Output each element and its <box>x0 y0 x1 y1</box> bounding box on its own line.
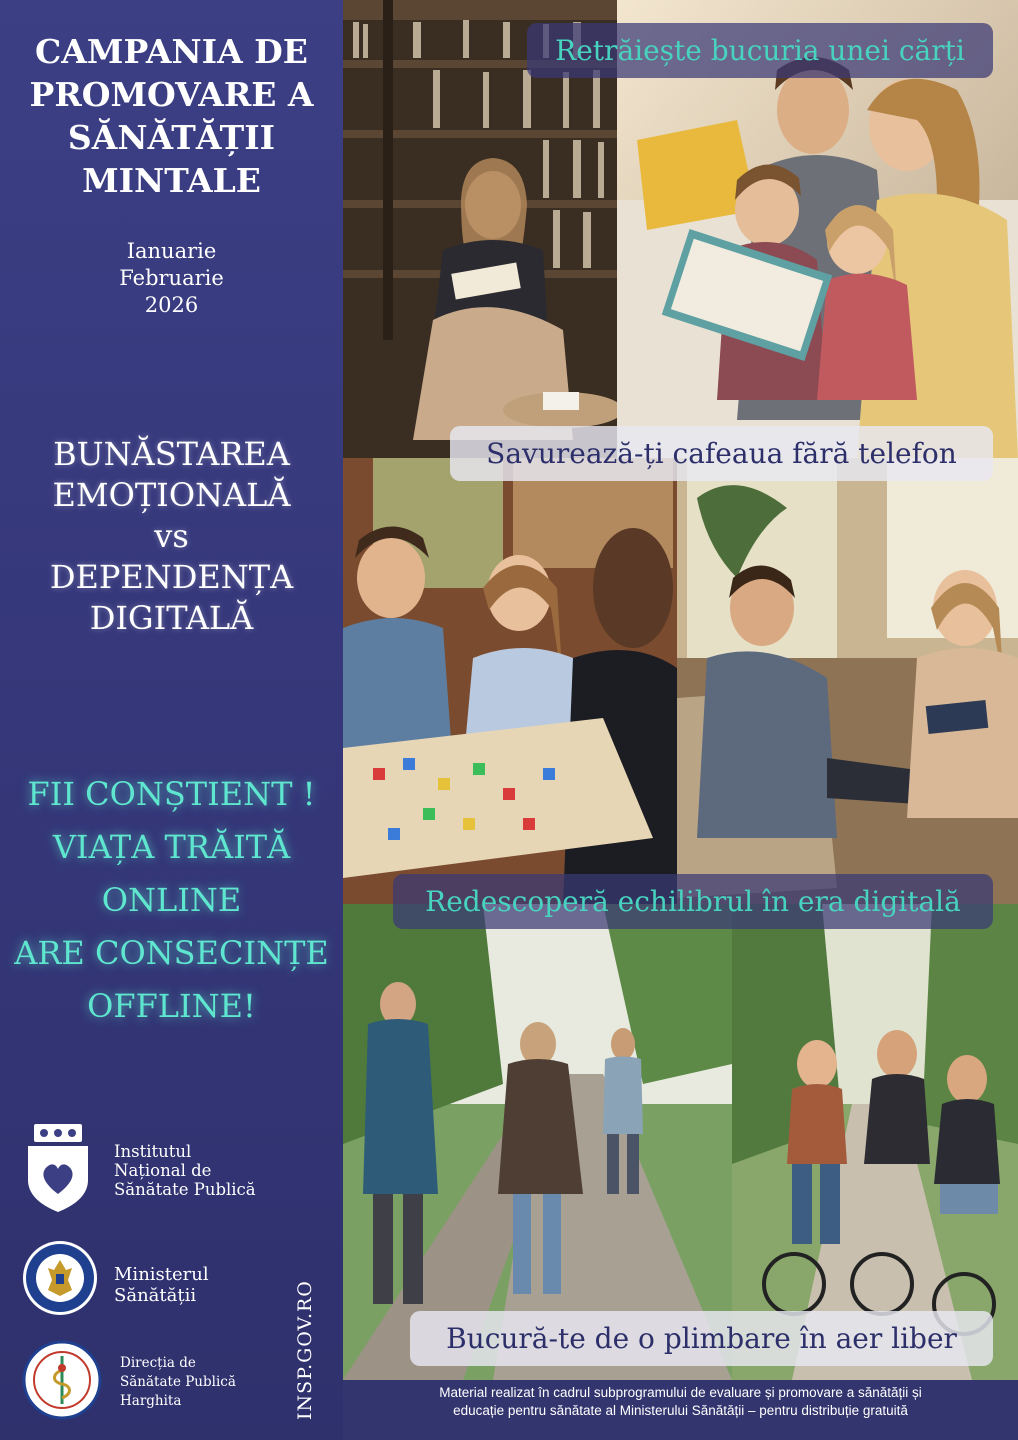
insp-label: Institutul Național de Sănătate Publică <box>114 1142 256 1199</box>
photo-board-game <box>343 458 677 904</box>
caption-digital-balance: Redescoperă echilibrul în era digitală <box>393 874 993 929</box>
campaign-title: CAMPANIA DE PROMOVARE A SĂNĂTĂȚII MINTALE <box>29 32 314 200</box>
left-panel <box>0 0 343 1440</box>
dsp-label: Direcția de Sănătate Publică Harghita <box>120 1355 236 1409</box>
caption-read-book: Retrăiește bucuria unei cărți <box>527 23 993 78</box>
insp-website[interactable]: INSP.GOV.RO <box>294 1280 316 1420</box>
footer-disclaimer: Material realizat în cadrul subprogramului de evaluare și promovare a sănătății și educație pentru sănătate al Ministerului Sănătății – pentru distribuție gratuită <box>439 1385 922 1418</box>
dsp-emblem-icon <box>22 1340 102 1420</box>
ministry-logo-block <box>22 1240 209 1320</box>
caption-walk-outdoors: Bucură-te de o plimbare în aer liber <box>410 1311 993 1366</box>
campaign-slogan: FII CONȘTIENT ! VIAȚA TRĂITĂ ONLINE ARE CONSECINȚE OFFLINE! <box>14 775 329 1025</box>
insp-logo-block <box>22 1122 256 1218</box>
footer-bar <box>343 1380 1018 1440</box>
campaign-period: Ianuarie Februarie 2026 <box>119 239 224 317</box>
photo-cycling-friends <box>732 904 1018 1380</box>
dsp-logo-block <box>22 1340 236 1424</box>
insp-shield-icon <box>22 1122 94 1214</box>
government-seal-icon <box>22 1240 98 1316</box>
caption-coffee-no-phone: Savurează-ți cafeaua fără telefon <box>450 426 993 481</box>
photo-walking-group <box>343 904 732 1380</box>
photo-couple-talking <box>677 458 1018 904</box>
ministry-label: Ministerul Sănătății <box>114 1264 209 1306</box>
campaign-theme: BUNĂSTAREA EMOȚIONALĂ vs DEPENDENȚA DIGITALĂ <box>49 435 294 637</box>
